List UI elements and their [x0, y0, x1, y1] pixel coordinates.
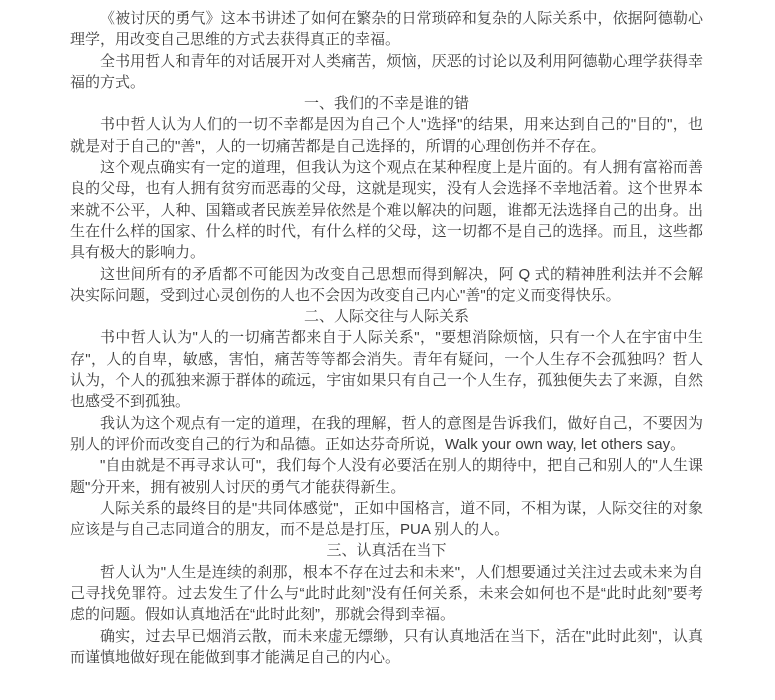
paragraph: 我认为这个观点有一定的道理，在我的理解，哲人的意图是告诉我们，做好自己，不要因为别人的评价而改变自己的行为和品德。正如达芬奇所说，Walk your own way, let others say。	[70, 414, 703, 453]
document-body	[70, 8, 703, 668]
paragraph: 确实，过去早已烟消云散，而未来虚无缥缈，只有认真地活在当下，活在"此时此刻"，认真而谨慎地做好现在能做到事才能满足自己的内心。	[70, 627, 703, 666]
paragraph: "自由就是不再寻求认可"，我们每个人没有必要活在别人的期待中，把自己和别人的"人生课题"分开来，拥有被别人讨厌的勇气才能获得新生。	[70, 457, 703, 496]
paragraph: 人际关系的最终目的是"共同体感觉"，正如中国格言，道不同，不相为谋，人际交往的对象应该是与自己志同道合的朋友，而不是总是打压，PUA 别人的人。	[70, 499, 703, 539]
paragraph: 《被讨厌的勇气》这本书讲述了如何在繁杂的日常琐碎和复杂的人际关系中，依据阿德勒心理学，用改变自己思维的方式去获得真正的幸福。	[70, 10, 703, 49]
paragraph: 这个观点确实有一定的道理，但我认为这个观点在某种程度上是片面的。有人拥有富裕而善良的父母，也有人拥有贫穷而恶毒的父母，这就是现实，没有人会选择不幸地活着。这个世界本来就不公平，人种、国籍或者民族差异依然是个难以解决的问题，谁都无法选择自己的出身。出生在什么样的国家、什么样的时代，有什么样的父母，这一切都不是自己的选择。而且，这些都具有极大的影响力。	[70, 159, 703, 262]
paragraph: 书中哲人认为"人的一切痛苦都来自于人际关系"，"要想消除烦恼，只有一个人在宇宙中生存"，人的自卑，敏感，害怕，痛苦等等都会消失。青年有疑问，一个人生存不会孤独吗？哲人认为，个人的孤独来源于群体的疏远，宇宙如果只有自己一个人生存，孤独便失去了来源，自然也感受不到孤独。	[70, 329, 703, 411]
section-heading: 一、我们的不幸是谁的错	[303, 95, 469, 113]
section-heading: 二、人际交往与人际关系	[303, 308, 469, 326]
paragraph: 全书用哲人和青年的对话展开对人类痛苦，烦恼，厌恶的讨论以及利用阿德勒心理学获得幸福的方式。	[70, 52, 703, 91]
paragraph: 哲人认为"人生是连续的刹那，根本不存在过去和未来"，人们想要通过关注过去或未来为自己寻找免罪符。过去发生了什么与“此时此刻”没有任何关系，未来会如何也不是“此时此刻”要考虑的问题。假如认真地活在“此时此刻”，那就会得到幸福。	[70, 563, 703, 624]
section-heading: 三、认真活在当下	[326, 542, 447, 560]
paragraph: 这世间所有的矛盾都不可能因为改变自己思想而得到解决，阿 Q 式的精神胜利法并不会解决实际问题，受到过心灵创伤的人也不会因为改变自己内心"善"的定义而变得快乐。	[70, 265, 703, 304]
paragraph: 书中哲人认为人们的一切不幸都是因为自己个人"选择"的结果，用来达到自己的"目的"，也就是对于自己的"善"，人的一切痛苦都是自己选择的，所谓的心理创伤并不存在。	[70, 116, 703, 155]
